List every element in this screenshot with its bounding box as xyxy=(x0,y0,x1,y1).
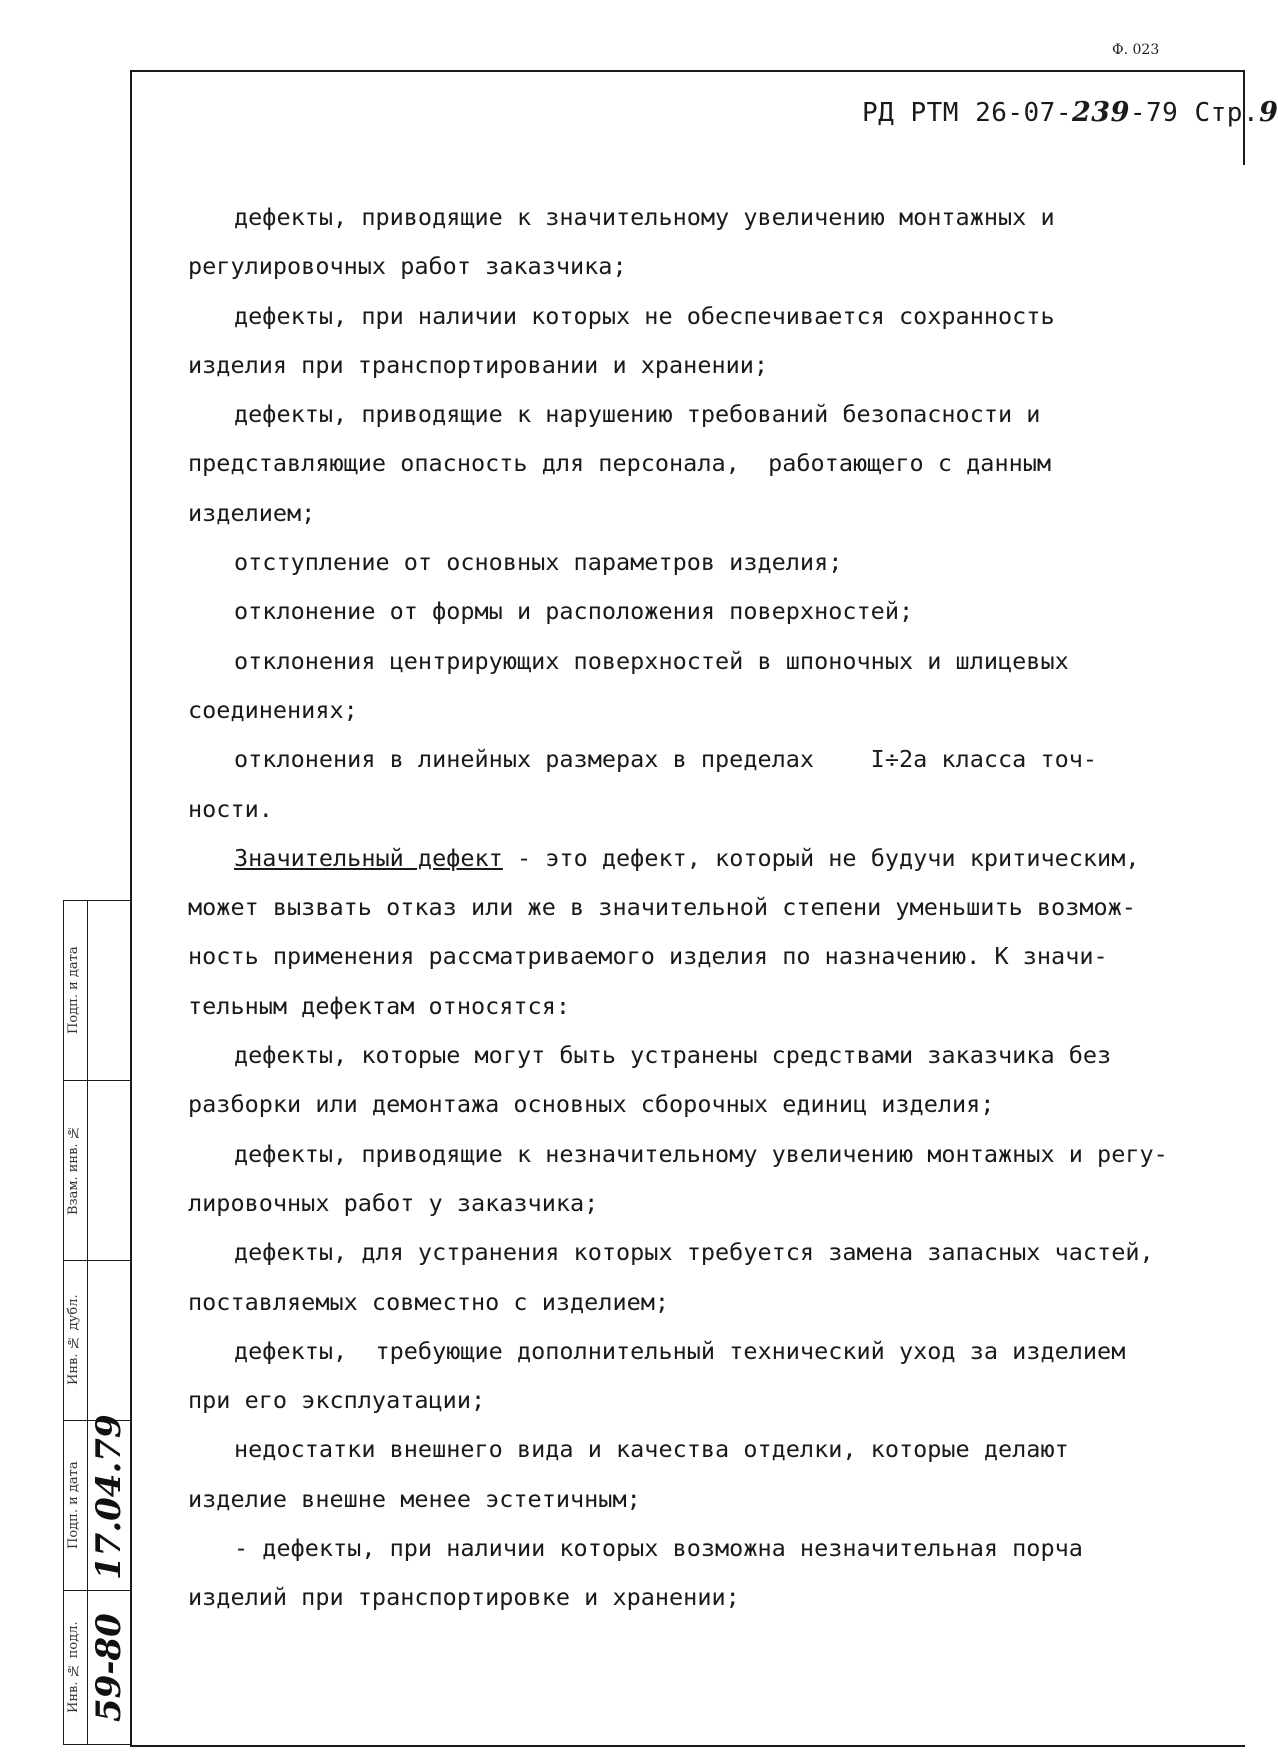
text-line: дефекты, для устранения которых требуется замена запасных частей, xyxy=(234,1238,1154,1267)
text-line: соединениях; xyxy=(188,695,358,724)
term-significant-defect: Значительный дефект xyxy=(234,843,503,872)
text-line: изделия при транспортировании и хранении; xyxy=(188,350,769,379)
text-line: дефекты, приводящие к нарушению требований безопасности и xyxy=(234,400,1041,429)
stamp-label-inv-original: Инв. № подл. xyxy=(66,1621,81,1714)
definition-text: - это дефект, который не будучи критическим, xyxy=(516,843,1140,872)
stamp-label-signature-date: Подп. и дата xyxy=(66,946,81,1034)
stamp-label-dup-inv: Инв. № дубл. xyxy=(66,1294,81,1386)
text-line: изделий при транспортировке и хранении; xyxy=(188,1583,740,1612)
text-line: ность применения рассматриваемого изделия по назначению. К значи- xyxy=(188,942,1108,971)
stamp-divider xyxy=(63,1590,130,1591)
text-line: дефекты, при наличии которых не обеспечивается сохранность xyxy=(234,301,1055,330)
text-line: отклонения в линейных размерах в пределах I÷2а класса точ- xyxy=(234,745,1098,774)
handwritten-date: 17.04.79 xyxy=(89,1414,129,1580)
stamp-divider xyxy=(63,1744,130,1745)
text-line: поставляемых совместно с изделием; xyxy=(188,1287,670,1316)
stamp-divider xyxy=(63,1260,130,1261)
text-line: отклонения центрирующих поверхностей в шпоночных и шлицевых xyxy=(234,646,1069,675)
stamp-label-signature-date-2: Подп. и дата xyxy=(66,1461,81,1549)
header-code-suffix: -79 Стр. xyxy=(1129,98,1260,128)
text-line: лировочных работ у заказчика; xyxy=(188,1188,599,1217)
text-line: представляющие опасность для персонала, работающего с данным xyxy=(188,449,1052,478)
page-number: 9 xyxy=(1259,97,1278,128)
side-stamp-table xyxy=(55,900,130,1745)
text-line: отступление от основных параметров изделия; xyxy=(234,548,843,577)
definition-line xyxy=(188,834,1238,883)
text-line: дефекты, приводящие к незначительному увеличению монтажных и регу- xyxy=(234,1139,1168,1168)
frame-top-border xyxy=(130,70,1245,72)
stamp-divider xyxy=(63,1080,130,1081)
text-line: изделием; xyxy=(188,498,316,527)
header-code-number: 239 xyxy=(1072,97,1130,128)
text-line: недостатки внешнего вида и качества отделки, которые делают xyxy=(234,1435,1069,1464)
stamp-divider xyxy=(63,900,130,901)
document-body xyxy=(188,193,1238,1623)
stamp-divider xyxy=(87,900,88,1745)
stamp-divider xyxy=(63,900,64,1745)
text-line: регулировочных работ заказчика; xyxy=(188,252,627,281)
text-line: дефекты, которые могут быть устранены средствами заказчика без xyxy=(234,1041,1112,1070)
text-line: при его эксплуатации; xyxy=(188,1386,486,1415)
form-code: Ф. 023 xyxy=(1112,42,1160,58)
frame-bottom-border xyxy=(130,1745,1245,1747)
text-line: изделие внешне менее эстетичным; xyxy=(188,1484,641,1513)
text-line: отклонение от формы и расположения поверхностей; xyxy=(234,597,914,626)
text-line: дефекты, приводящие к значительному увеличению монтажных и xyxy=(234,203,1055,231)
text-line: дефекты, требующие дополнительный технический уход за изделием xyxy=(234,1336,1126,1365)
frame-left-border xyxy=(130,70,132,1745)
text-line: тельным дефектам относятся: xyxy=(188,991,571,1020)
handwritten-inv-number: 59-80 xyxy=(89,1613,129,1722)
text-line: ности. xyxy=(188,794,273,823)
document-header-code xyxy=(862,97,1278,128)
text-line: разборки или демонтажа основных сборочных единиц изделия; xyxy=(188,1090,995,1119)
header-code-prefix: РД РТМ 26-07- xyxy=(862,98,1072,128)
stamp-label-replaces-inv: Взам. инв. № xyxy=(66,1124,81,1216)
text-line: может вызвать отказ или же в значительной степени уменьшить возмож- xyxy=(188,893,1136,922)
text-line: - дефекты, при наличии которых возможна незначительная порча xyxy=(234,1534,1083,1563)
